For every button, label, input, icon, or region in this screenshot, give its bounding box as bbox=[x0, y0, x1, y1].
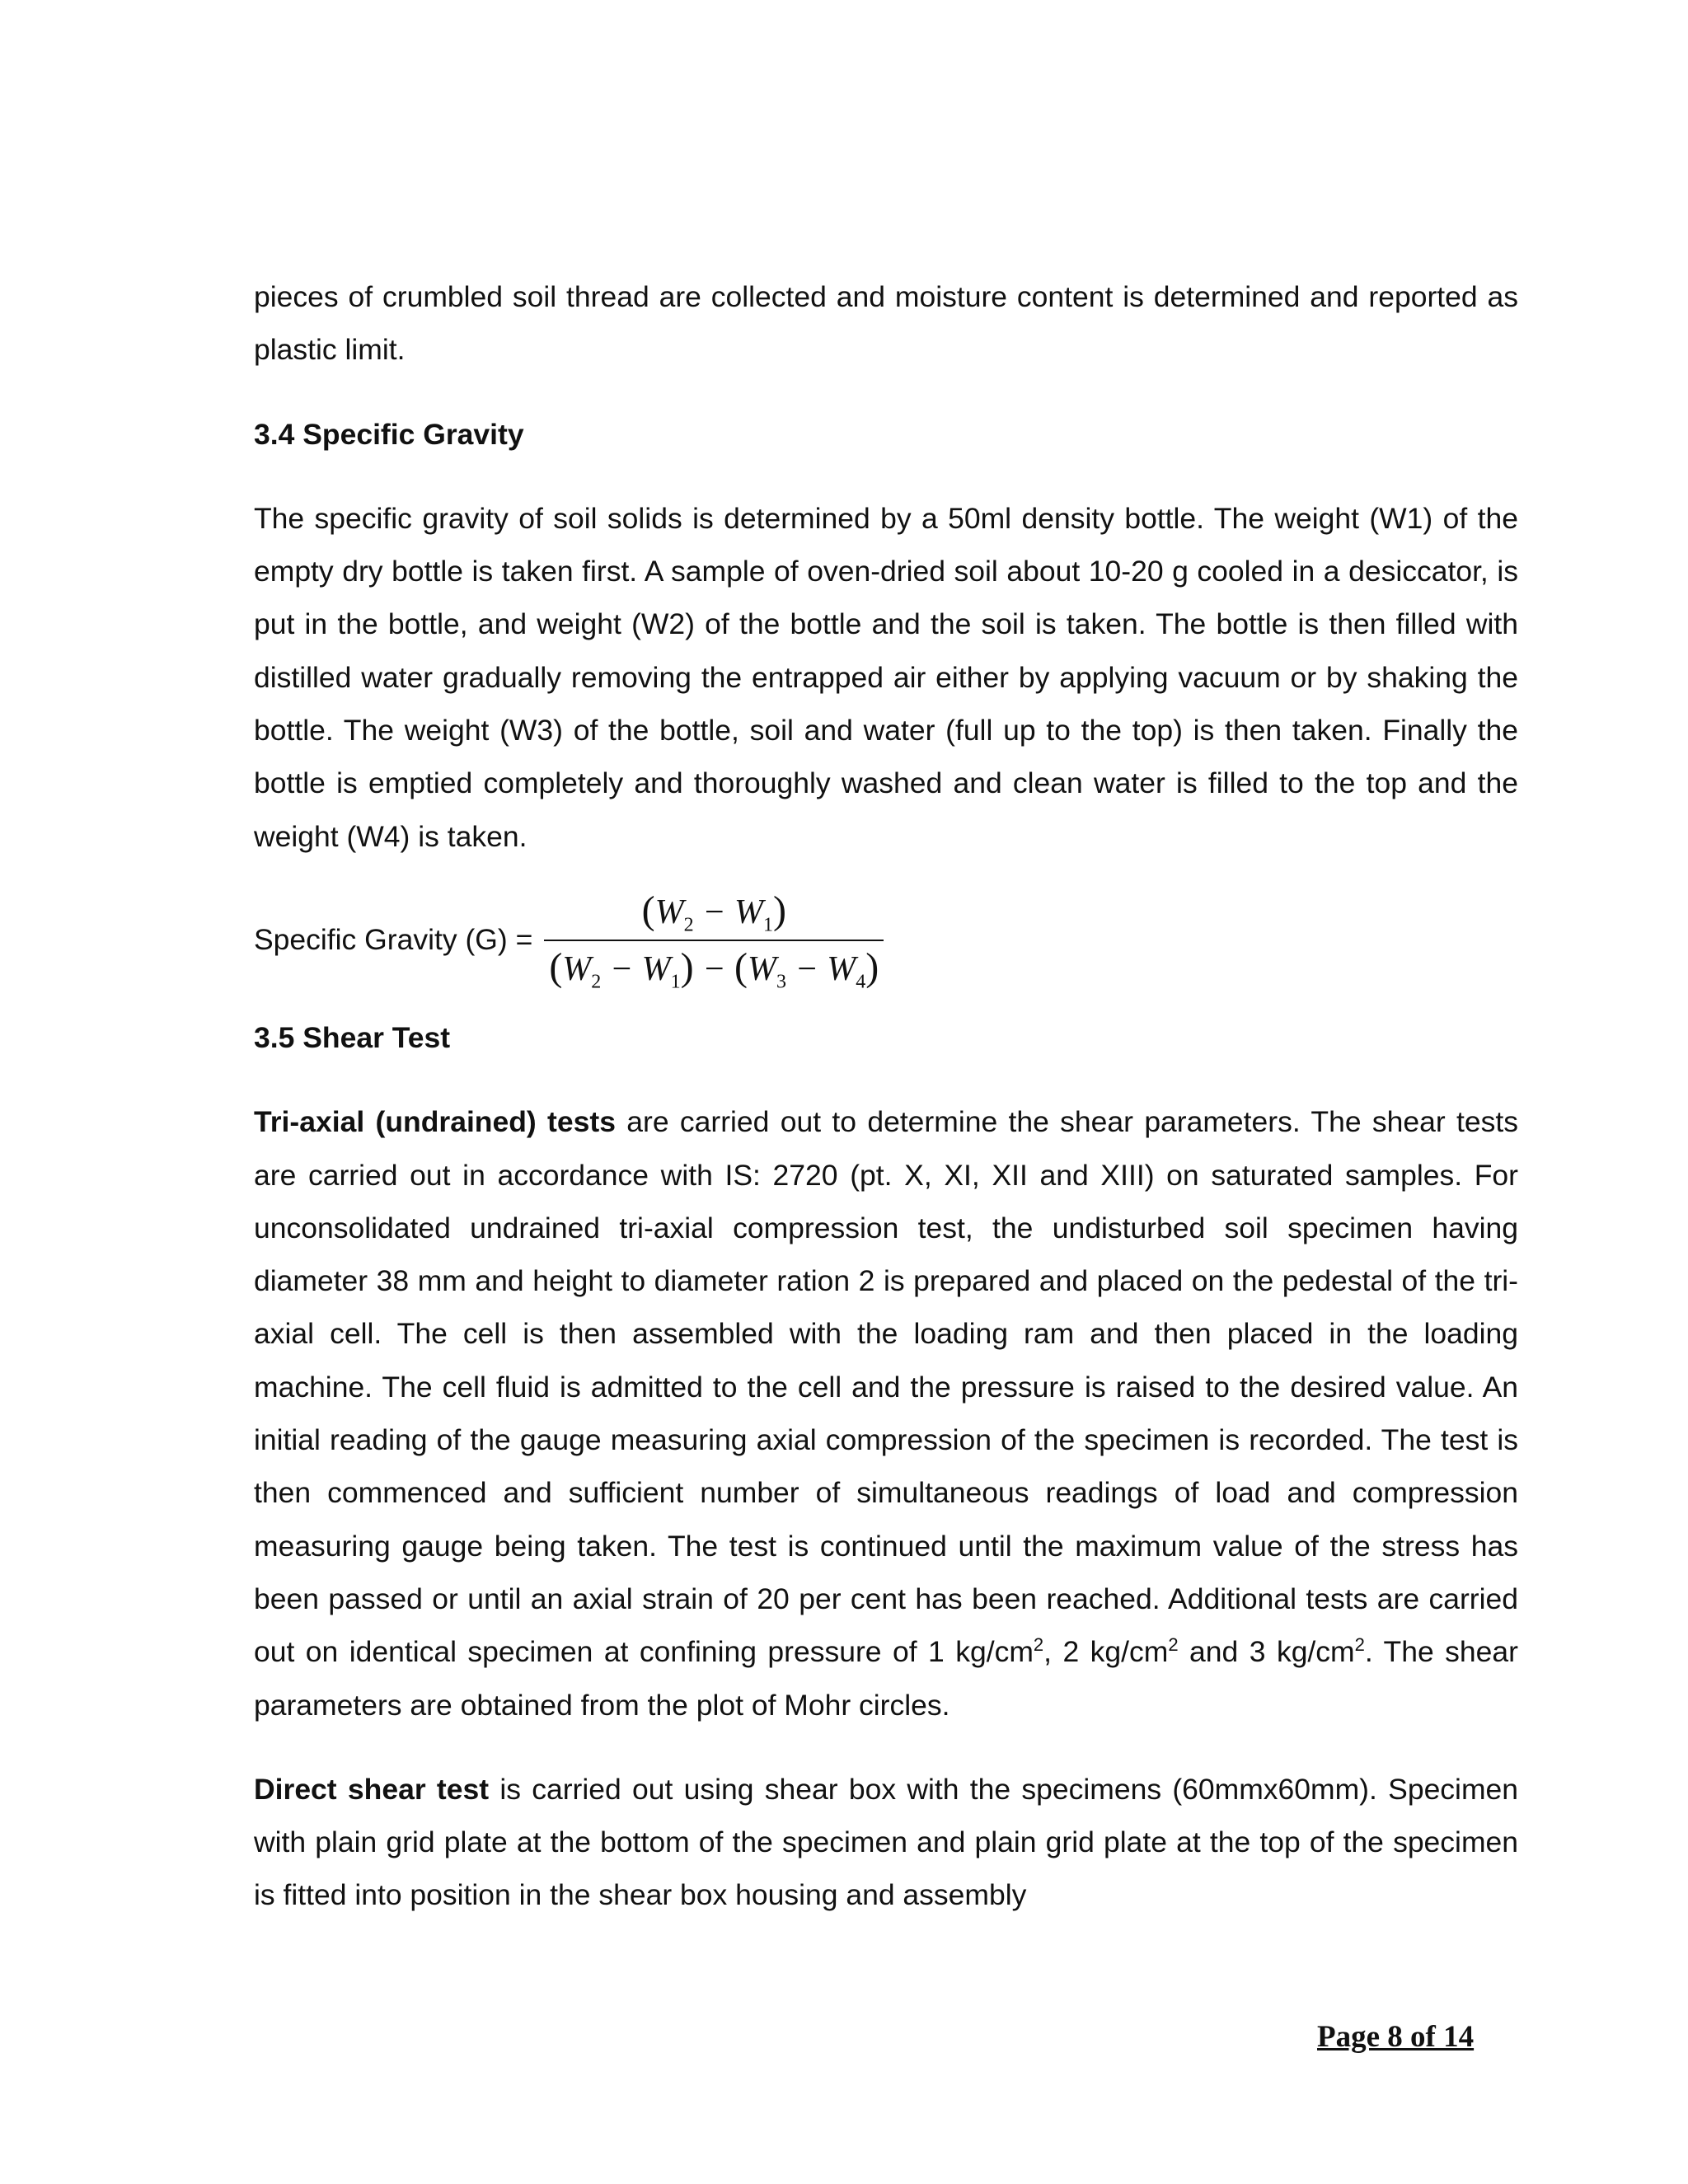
intro-paragraph: pieces of crumbled soil thread are collected and moisture content is determined and reported as plastic limit. bbox=[254, 280, 1518, 367]
formula-numerator: $(W_2 - W_1)$ bbox=[641, 888, 786, 935]
formula-denominator: $(W_2 - W_1) - (W_3 - W_4)$ bbox=[544, 940, 884, 993]
specific-gravity-formula bbox=[254, 888, 1518, 993]
spacer bbox=[254, 990, 1518, 1011]
specific-gravity-paragraph: The specific gravity of soil solids is determined by a 50ml density bottle. The weight (W1) of the empty dry bottle is taken first. A sample of oven-dried soil about 10-20 g cooled in a desiccator, is put in the bottle, and weight (W2) of the bottle and the soil is taken. The bottle is then filled with distilled water gradually removing the entrapped air either by applying vacuum or by shaking the bottle. The weight (W3) of the bottle, soil and water (full up to the top) is then taken. Finally the bottle is emptied completely and thoroughly washed and clean water is filled to the top and the weight (W4) is taken. bbox=[254, 501, 1518, 853]
spacer bbox=[254, 461, 1518, 492]
section-heading-shear-test: 3.5 Shear Test bbox=[254, 1020, 451, 1054]
formula-fraction bbox=[544, 888, 884, 994]
triaxial-term: Tri-axial (undrained) tests bbox=[254, 1105, 616, 1139]
section-heading-specific-gravity: 3.4 Specific Gravity bbox=[254, 417, 524, 451]
page-content bbox=[254, 270, 1518, 1922]
direct-shear-paragraph: Direct shear test is carried out using shear box with the specimens (60mmx60mm). Specimen with plain grid plate at the bottom of the specimen and plain grid plate at the top of the specimen is fitted into position in the shear box housing and assembly bbox=[254, 1772, 1519, 1912]
spacer bbox=[254, 377, 1518, 408]
spacer bbox=[254, 1064, 1518, 1095]
direct-shear-term: Direct shear test bbox=[254, 1772, 490, 1806]
spacer bbox=[254, 1732, 1518, 1763]
triaxial-paragraph: Tri-axial (undrained) tests are carried out to determine the shear parameters. The shear tests are carried out in accordance with IS: 2720 (pt. X, XI, XII and XIII) on saturated samples. For unconsolidated undrained tri-axial compression test, the undisturbed soil specimen having diameter 38 mm and height to diameter ration 2 is prepared and placed on the pedestal of the tri-axial cell. The cell is then assembled with the loading ram and then placed in the loading machine. The cell fluid is admitted to the cell and the pressure is raised to the desired value. An initial reading of the gauge measuring axial compression of the specimen is recorded. The test is then commenced and sufficient number of simultaneous readings of load and compression measuring gauge being taken. The test is continued until the maximum value of the stress has been passed or until an axial strain of 20 per cent has been reached. Additional tests are carried out on identical specimen at confining pressure of 1 $kg/cm^2$, 2 $kg/cm^2$ and 3 $kg/cm^2$. The shear parameters are obtained from the plot of Mohr circles. bbox=[254, 1105, 1518, 1722]
formula-label: Specific Gravity (G) = bbox=[254, 923, 533, 957]
page-number: Page 8 of 14 bbox=[1317, 2020, 1475, 2054]
